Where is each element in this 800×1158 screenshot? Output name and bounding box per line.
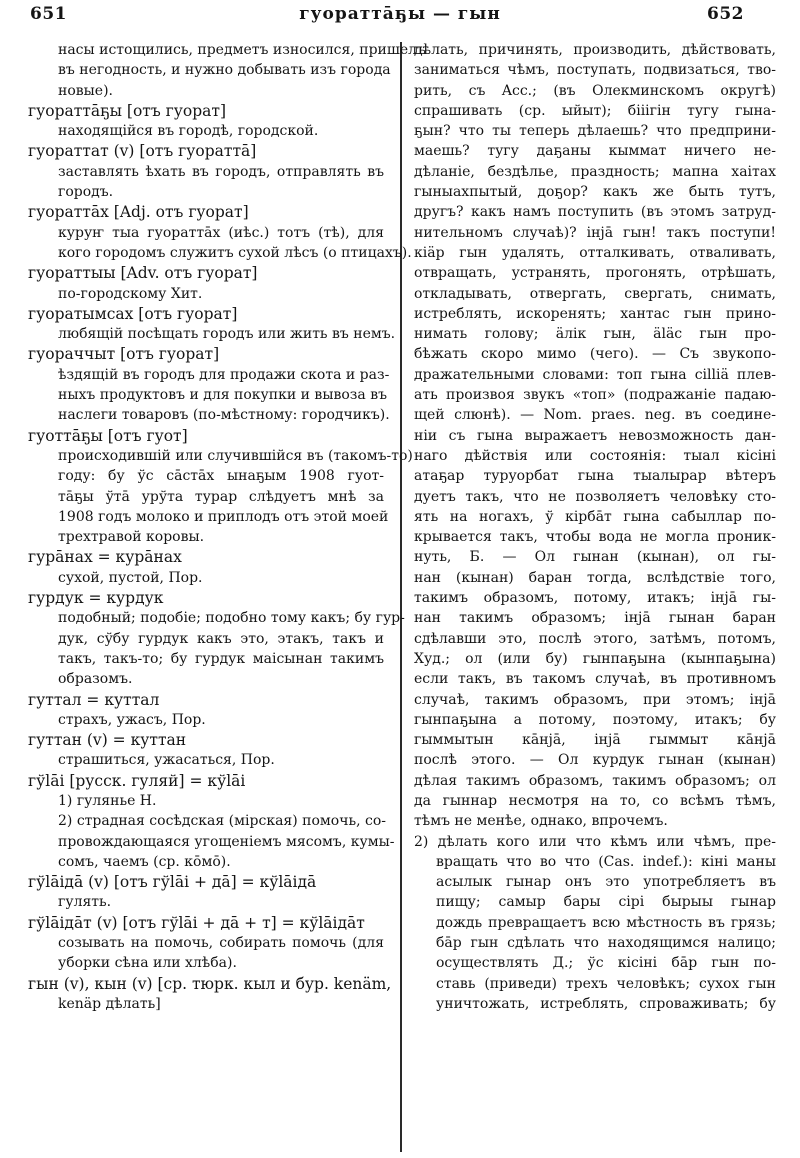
text-line: другъ? какъ намъ поступить (въ этомъ затруд- xyxy=(414,204,776,221)
column-divider xyxy=(400,42,402,1152)
text-line: нимать голову; äлік гын, äläс гын про- xyxy=(414,326,776,343)
left-column xyxy=(28,40,426,1014)
text-line: наслеги товаровъ (по-мѣстному: городчикъ). xyxy=(58,407,390,424)
text-line: если такъ, въ такомъ случаѣ, въ противномъ xyxy=(414,671,776,688)
text-line: уборки сѣна или хлѣба). xyxy=(58,955,237,972)
text-line: гўlāідāт (v) [отъ гўlāі + дā + т] = кўlāідāт xyxy=(28,913,365,932)
text-line: случаѣ, такимъ образомъ, при этомъ; інjā xyxy=(414,691,776,708)
text-line: провождающаяся угощеніемъ мясомъ, кумы- xyxy=(58,833,395,850)
text-line: маешь? тугу даҕаны кыммат ничего не- xyxy=(414,143,776,160)
page-number-left: 651 xyxy=(30,4,67,24)
text-line: ставь (приведи) трехъ человѣкъ; сухох гын xyxy=(436,975,776,992)
text-line: происходившій или случившійся въ (такомъ-то) xyxy=(58,447,413,464)
text-line: ять на ногахъ, ў кірбāт гына сабыллар по- xyxy=(414,508,776,525)
text-line: сдѣлавши это, послѣ этого, затѣмъ, потомъ, xyxy=(414,630,776,647)
text-line: страхъ, ужасъ, Пор. xyxy=(58,711,206,728)
text-line: дражательными словами: топ гына сіlliä плев- xyxy=(414,366,776,383)
text-line: Худ.; ол (или бу) гынпаҕына (кынпаҕына) xyxy=(414,650,776,667)
text-line: гуоттāҕы [отъ гуот] xyxy=(28,426,188,445)
text-line: заниматься чѣмъ, поступать, подвизаться, тво- xyxy=(414,62,776,79)
text-line: насы истощились, предметъ износился, пришелъ xyxy=(58,42,426,58)
text-line: спрашивать (ср. ыйыт); бііігін тугу гына- xyxy=(414,102,776,119)
text-line: 1) гулянье Н. xyxy=(58,792,157,809)
running-title: гуораттāҕы — гын xyxy=(299,4,501,24)
text-line: да гыннар несмотря на то, со всѣмъ тѣмъ, xyxy=(414,792,776,809)
text-line: гуораттыы [Adv. отъ гуорат] xyxy=(28,264,258,283)
text-line: сухой, пустой, Пор. xyxy=(58,569,203,586)
text-line: гуораттат (v) [отъ гуораттā] xyxy=(28,142,257,161)
text-line: гуоратымсах [отъ гуорат] xyxy=(28,304,238,323)
text-line: подобный; подобіе; подобно тому какъ; бу гур- xyxy=(58,610,405,627)
text-line: гынпаҕына а потому, поэтому, итакъ; бу xyxy=(414,711,776,728)
text-line: трехтравой коровы. xyxy=(58,529,205,546)
text-line: гурāнах = курāнах xyxy=(28,548,182,567)
text-line: осуществлять Д.; ўс кісіні бāр гын по- xyxy=(436,955,776,972)
text-line: гўlāі [русск. гуляй] = кўlāі xyxy=(28,771,246,790)
text-line: такъ, такъ-то; бу гурдук маісынан такимъ xyxy=(58,650,384,667)
text-line: ҕын? что ты теперь дѣлаешь? что предприни- xyxy=(414,123,776,140)
text-line: гуораттāх [Adj. отъ гуорат] xyxy=(28,203,249,222)
text-line: наго дѣйствія или состоянія: тыал кісіні xyxy=(414,447,776,464)
text-line: любящій посѣщать городъ или жить въ немъ. xyxy=(58,326,396,343)
text-line: по-городскому Хит. xyxy=(58,285,203,302)
page-header xyxy=(0,0,800,36)
text-line: ѣздящій въ городъ для продажи скота и раз- xyxy=(58,366,390,383)
text-line: находящійся въ городѣ, городской. xyxy=(58,123,319,140)
text-line: году: бу ўс сāстāх ынаҕым 1908 гуот- xyxy=(58,468,384,485)
text-line: дѣлать, причинять, производить, дѣйствовать, xyxy=(414,42,776,58)
text-line: дѣланіе, бездѣлье, праздность; мапна хаітах xyxy=(414,163,776,180)
text-line: образомъ. xyxy=(58,671,133,688)
text-line: созывать на помочь, собирать помочь (для xyxy=(58,935,384,952)
text-line: дождь превращаетъ всю мѣстность въ грязь; xyxy=(436,914,776,931)
text-line: гўlāідā (v) [отъ гўlāі + дā] = кўlāідā xyxy=(28,873,317,892)
text-line: гулять. xyxy=(58,894,112,911)
text-line: уничтожать, истреблять, спроваживать; бу xyxy=(436,995,776,1012)
text-line: пищу; самыр бары сірі бырыы гынар xyxy=(436,894,776,911)
text-line: нуть, Б. — Ол гынан (кынан), ол гы- xyxy=(414,549,776,566)
text-line: гуттан (v) = куттан xyxy=(28,731,187,750)
text-line: гурдук = курдук xyxy=(28,589,164,608)
text-line: истреблять, искоренять; хантас гын прино- xyxy=(414,305,776,322)
text-line: вращать что во что (Cas. indef.): кіні маны xyxy=(436,853,776,870)
page-number-right: 652 xyxy=(707,4,744,24)
text-line: куруҥ тыа гуораттāх (иѣс.) тотъ (тѣ), для xyxy=(58,224,384,241)
text-line: нительномъ случаѣ)? інjā гын! такъ поступи! xyxy=(414,224,776,241)
text-line: откладывать, отвергать, свергать, снимать, xyxy=(414,285,776,302)
text-line: крывается такъ, чтобы вода не могла проник- xyxy=(414,529,776,546)
text-line: рить, съ Acc.; (въ Олекминскомъ округѣ) xyxy=(414,82,776,99)
text-line: тāҕы ўтā урўта турар слѣдуетъ мнѣ за xyxy=(58,488,384,505)
text-line: гуораччыт [отъ гуорат] xyxy=(28,345,220,364)
text-line: атаҕар туруорбат гына тыалырар вѣтеръ xyxy=(414,468,776,485)
text-line: гыныахпытый, доҕор? какъ же быть тутъ, xyxy=(414,184,776,201)
text-line: нан (кынан) баран тогда, вслѣдствіе того, xyxy=(414,569,776,586)
text-line: 2) страдная сосѣдская (мірская) помочь, со- xyxy=(58,813,387,830)
text-line: дуетъ такъ, что не позволяетъ человѣку сто- xyxy=(414,488,776,505)
text-line: 1908 годъ молоко и приплодъ отъ этой моей xyxy=(58,508,389,525)
text-line: страшиться, ужасаться, Пор. xyxy=(58,752,275,769)
text-line: отвращать, устранять, прогонять, отрѣшать, xyxy=(414,265,776,282)
text-line: бāр гын сдѣлать что находящимся налицо; xyxy=(436,935,776,952)
text-line: въ негодность, и нужно добывать изъ города xyxy=(58,62,391,79)
text-line: 2) дѣлать кого или что кѣмъ или чѣмъ, пре- xyxy=(414,833,776,850)
text-line: городъ. xyxy=(58,184,114,201)
text-line: кого городомъ служитъ сухой лѣсъ (о птицахъ). xyxy=(58,244,412,261)
right-column xyxy=(414,40,776,1014)
text-line: тѣмъ не менѣе, однако, впрочемъ. xyxy=(414,813,668,830)
text-line: ніи съ гына выражаетъ невозможность дан- xyxy=(414,427,776,444)
text-line: гын (v), кын (v) [ср. тюрк. кыл и бур. kenäm, xyxy=(28,974,392,993)
text-line: новые). xyxy=(58,82,113,99)
text-line: такимъ образомъ, потому, итакъ; інjā гы- xyxy=(414,590,776,607)
text-line: щей слюнѣ). — Nom. praes. neg. въ соедине- xyxy=(414,407,776,424)
text-line: дук, сўбу гурдук какъ это, этакъ, такъ и xyxy=(58,630,384,647)
text-line: кіäр гын удалять, отталкивать, отваливать, xyxy=(414,244,776,261)
text-line: бѣжать скоро мимо (чего). — Съ звукопо- xyxy=(414,346,776,363)
text-line: kenäр дѣлать] xyxy=(58,995,161,1012)
text-line: гуттал = куттал xyxy=(28,690,160,709)
text-line: гыммытын кāнjā, інjā гыммыт кāнjā xyxy=(414,732,776,749)
text-line: дѣлая такимъ образомъ, такимъ образомъ; ол xyxy=(414,772,776,789)
text-line: ныхъ продуктовъ и для покупки и вывоза въ xyxy=(58,387,387,404)
text-line: нан такимъ образомъ; інjā гынан баран xyxy=(414,610,776,627)
text-line: гуораттāҕы [отъ гуорат] xyxy=(28,101,227,120)
text-line: ать произвоя звукъ «топ» (подражаніе падаю- xyxy=(414,387,776,404)
text-line: сомъ, чаемъ (ср. кōмō). xyxy=(58,853,231,870)
text-line: заставлять ѣхать въ городъ, отправлять въ xyxy=(58,163,384,180)
text-line: асылык гынар онъ это употребляетъ въ xyxy=(436,874,776,891)
text-line: послѣ этого. — Ол курдук гынан (кынан) xyxy=(414,752,776,769)
